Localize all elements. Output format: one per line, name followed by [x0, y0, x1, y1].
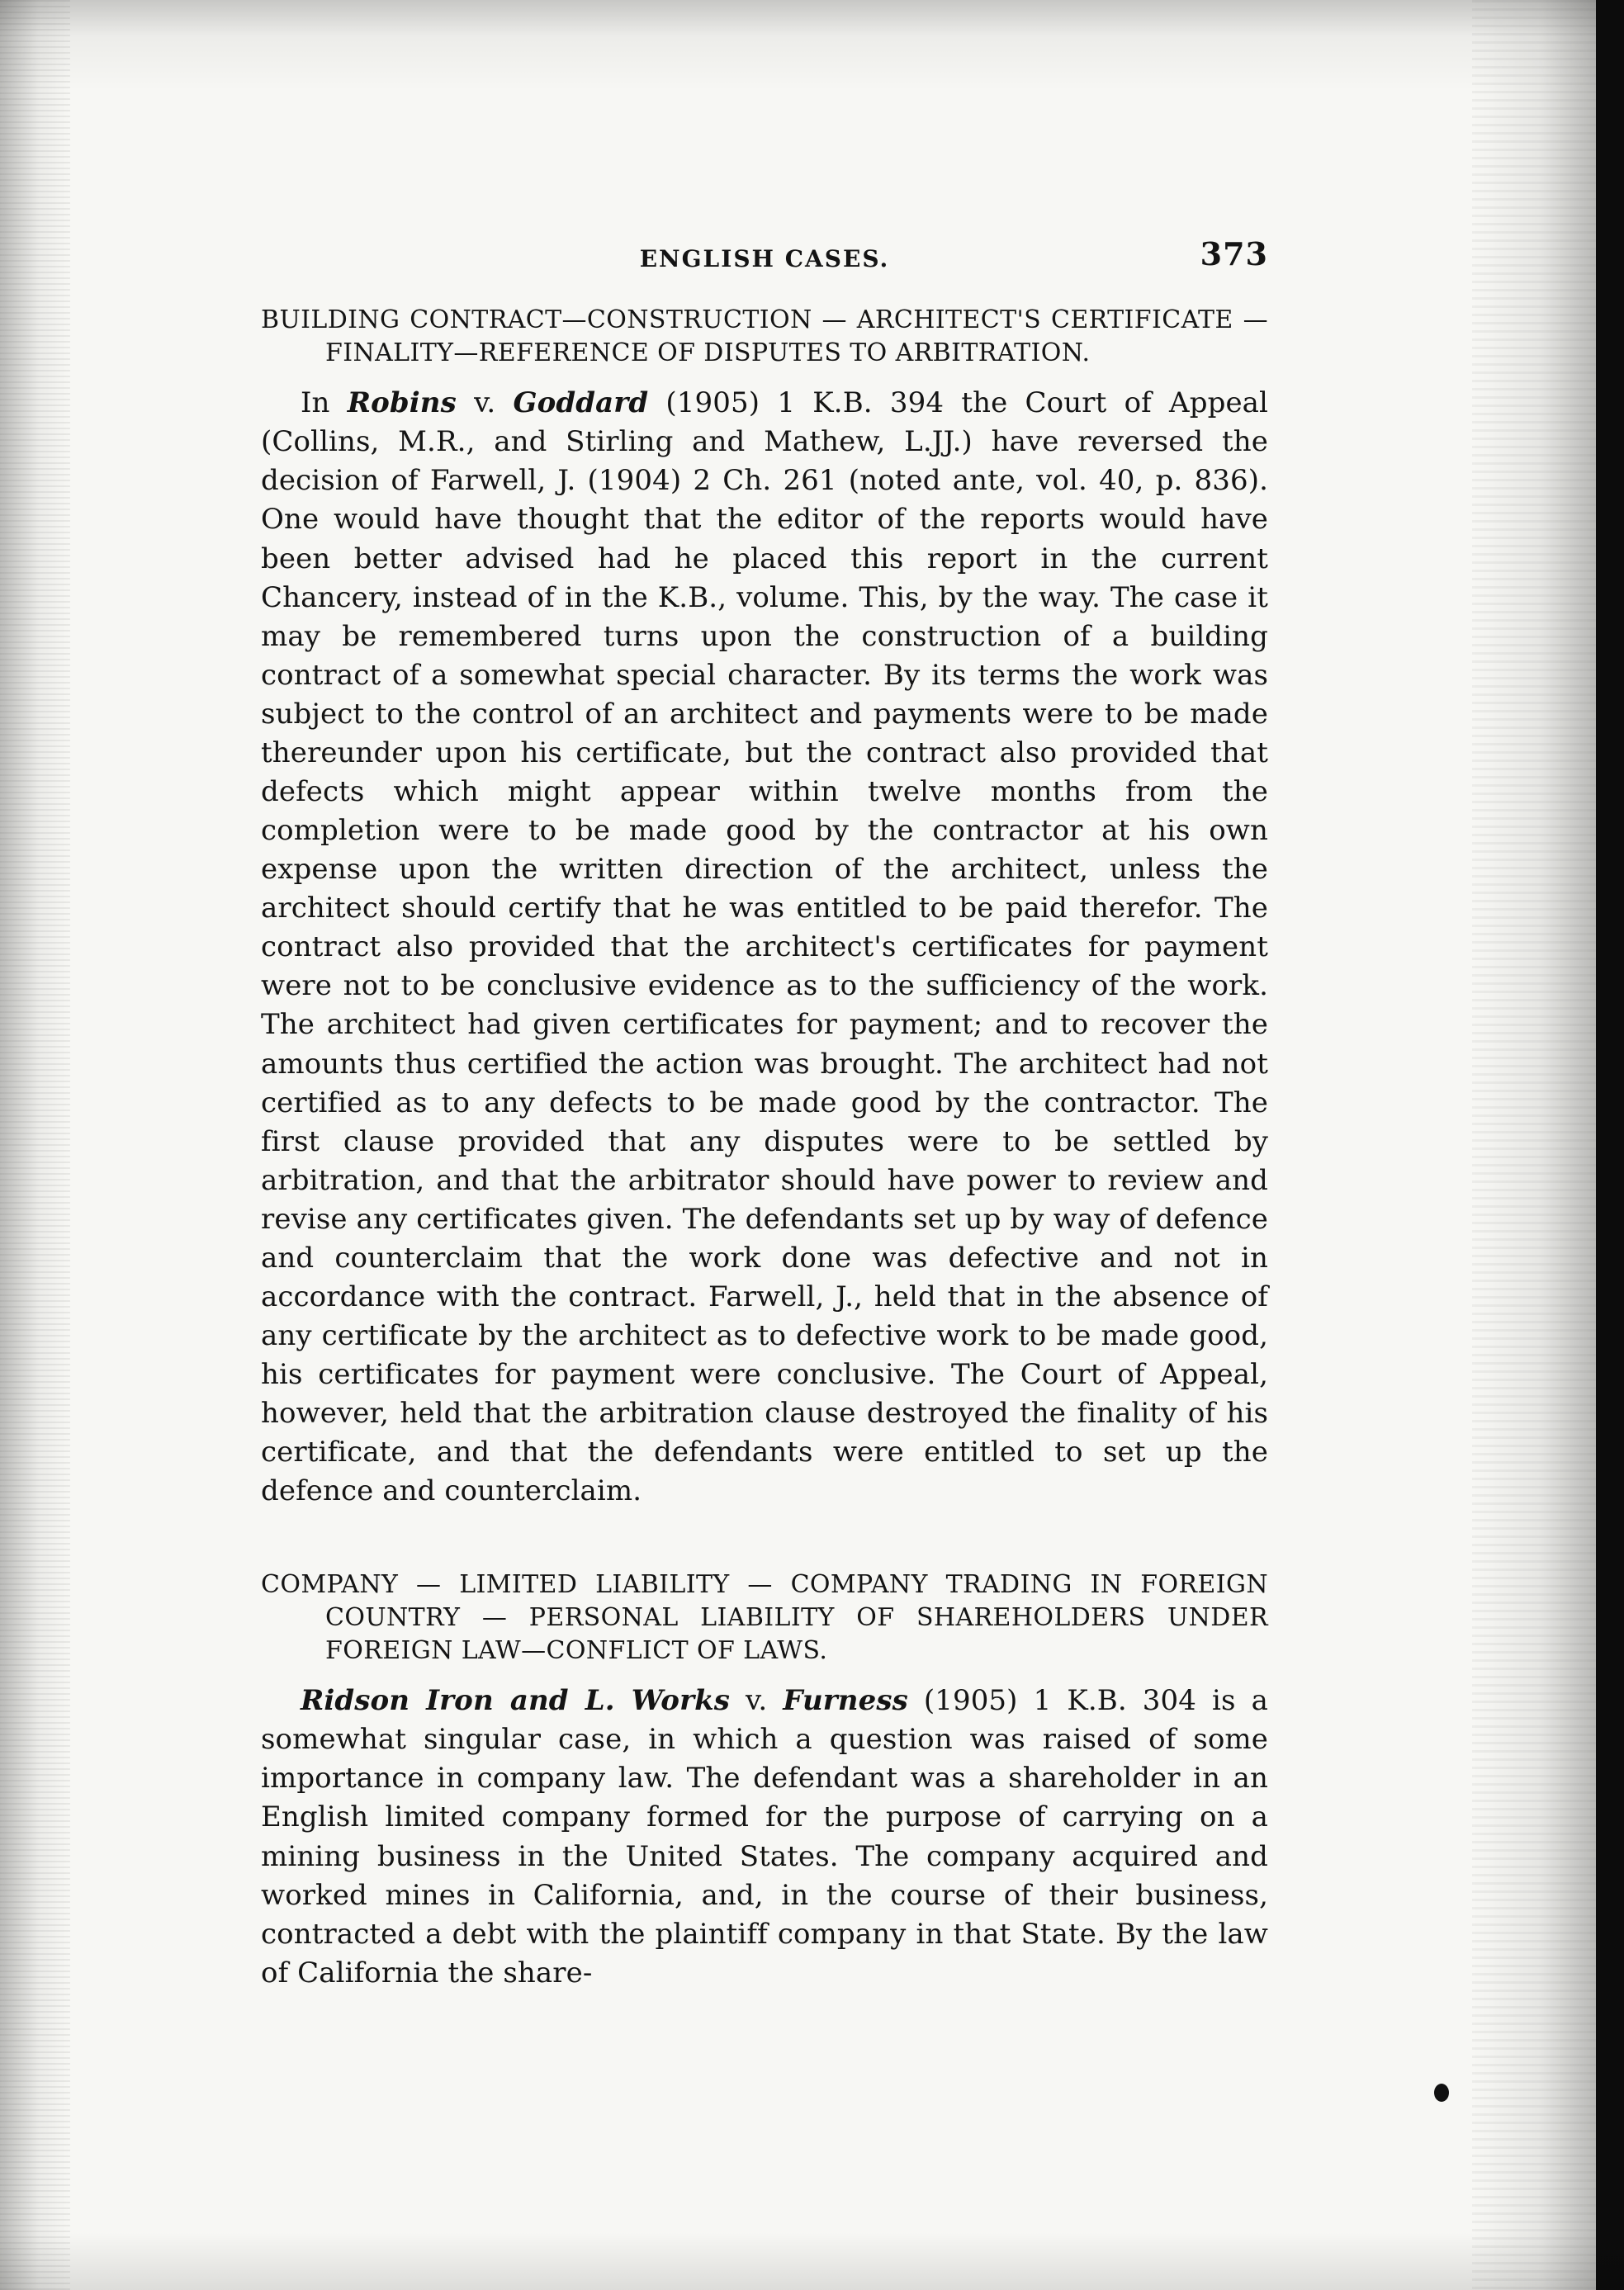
section-building-contract	[261, 304, 1268, 1511]
case-versus: v.	[456, 386, 514, 420]
paragraph-prefix: In	[301, 386, 348, 420]
case-versus: v.	[730, 1684, 784, 1718]
scan-shadow-left	[0, 0, 70, 2290]
section-paragraph	[261, 384, 1268, 1511]
running-title: ENGLISH CASES.	[639, 245, 890, 272]
scan-shadow-top	[0, 0, 1624, 91]
scan-shadow-right	[1472, 0, 1596, 2290]
page-number: 373	[1200, 235, 1268, 272]
scan-edge-right	[1596, 0, 1624, 2290]
section-heading: COMPANY — LIMITED LIABILITY — COMPANY TRADING IN FOREIGN COUNTRY — PERSONAL LIABILITY OF SHAREHOLDERS UNDER FOREIGN LAW—CONFLICT OF LAWS.	[261, 1570, 1268, 1665]
case-name-defendant: Goddard	[513, 386, 649, 420]
section-paragraph	[261, 1682, 1268, 1993]
case-name-plaintiff: Robins	[347, 386, 457, 420]
paragraph-body: (1905) 1 K.B. 304 is a somewhat singular case, in which a question was raised of some importance in company law. The defendant was a shareholder in an English limited company formed for the purpose of carrying on a mining business in the United States. The company acquired and worked mines in California, and, in the course of their business, contracted a debt with the plaintiff company in that State. By the law of California the share-	[261, 1684, 1269, 1990]
ink-spot-mark	[1434, 2084, 1449, 2102]
running-header	[261, 223, 1268, 272]
case-name-plaintiff: Ridson Iron and L. Works	[301, 1684, 730, 1718]
case-name-defendant: Furness	[783, 1684, 908, 1718]
page-content	[261, 223, 1268, 1993]
paragraph-body: (1905) 1 K.B. 394 the Court of Appeal (Collins, M.R., and Stirling and Mathew, L.JJ.) have reversed the decision of Farwell, J. (1904) 2 Ch. 261 (noted ante, vol. 40, p. 836). One would have thought that the editor of the reports would have been better advised had he placed this report in the current Chancery, instead of in the K.B., volume. This, by the way. The case it may be remembered turns upon the construction of a building contract of a somewhat special character. By its terms the work was subject to the control of an architect and payments were to be made thereunder upon his certificate, but the contract also provided that defects which might appear within twelve months from the completion were to be made good by the contractor at his own expense upon the written direction of the architect, unless the architect should certify that he was entitled to be paid therefor. The contract also provided that the architect's certificates for payment were not to be conclusive evidence as to the sufficiency of the work. The architect had given certificates for payment; and to recover the amounts thus certified the action was brought. The architect had not certified as to any defects to be made good by the contractor. The first clause provided that any disputes were to be settled by arbitration, and that the arbitrator should have power to review and revise any certificates given. The defendants set up by way of defence and counterclaim that the work done was defective and not in accordance with the contract. Farwell, J., held that in the absence of any certificate by the architect as to defective work to be made good, his certificates for payment were conclusive. The Court of Appeal, however, held that the arbitration clause destroyed the finality of his certificate, and that the defendants were entitled to set up the defence and counterclaim.	[261, 386, 1269, 1508]
section-company-limited-liability	[261, 1568, 1268, 1992]
section-heading: BUILDING CONTRACT—CONSTRUCTION — ARCHITECT'S CERTIFICATE —FINALITY—REFERENCE OF DISPUTES TO ARBITRATION.	[261, 305, 1268, 367]
scan-shadow-bottom	[0, 2232, 1624, 2290]
